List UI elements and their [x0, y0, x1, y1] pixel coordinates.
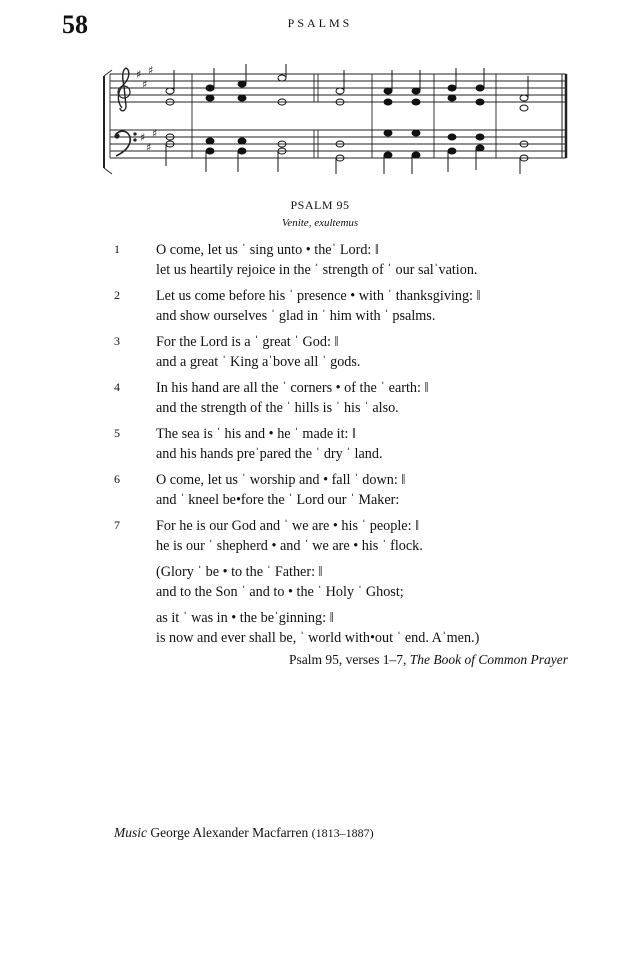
source-text: Psalm 95, verses 1–7,	[289, 652, 407, 667]
verse-3	[0, 334, 640, 380]
verse-5	[0, 426, 640, 472]
verse-line: For he is our God and ˈ we are • his ˈ people: ǁ	[156, 518, 420, 534]
verse-number: 4	[114, 380, 120, 394]
verse-line: For the Lord is a ˈ great ˈ God: ǁ	[156, 334, 339, 350]
doxology-part-1	[0, 564, 640, 610]
verse-line: and his hands preˈpared the ˈ dry ˈ land.	[156, 446, 383, 462]
music-credit	[114, 825, 374, 841]
verse-line: and ˈ kneel be•fore the ˈ Lord our ˈ Maker:	[156, 492, 400, 508]
verse-6	[0, 472, 640, 518]
music-score	[100, 64, 570, 176]
verse-number: 2	[114, 288, 120, 302]
verse-2	[0, 288, 640, 334]
verse-number: 7	[114, 518, 120, 532]
psalm-title: PSALM 95	[290, 198, 350, 212]
svg-text:♯: ♯	[152, 127, 158, 140]
psalm-text	[0, 242, 640, 656]
svg-text:♯: ♯	[146, 141, 152, 154]
doxology-line: and to the Son ˈ and to • the ˈ Holy ˈ Ghost;	[156, 584, 404, 600]
composer-name: George Alexander Macfarren	[150, 825, 309, 840]
verse-4	[0, 380, 640, 426]
source-citation	[289, 652, 568, 668]
doxology-line: (Glory ˈ be • to the ˈ Father: ǁ	[156, 564, 323, 580]
verse-7	[0, 518, 640, 564]
verse-line: and the strength of the ˈ hills is ˈ his ˈ also.	[156, 400, 399, 416]
verse-number: 5	[114, 426, 120, 440]
verse-line: and show ourselves ˈ glad in ˈ him with ˈ psalms.	[156, 308, 436, 324]
doxology-part-2	[0, 610, 640, 656]
source-book: The Book of Common Prayer	[409, 652, 568, 667]
verse-number: 3	[114, 334, 120, 348]
composer-dates: (1813–1887)	[311, 826, 374, 840]
verse-line: O come, let us ˈ worship and • fall ˈ down: ǁ	[156, 472, 406, 488]
verse-line: let us heartily rejoice in the ˈ strength of ˈ our salˈvation.	[156, 262, 478, 278]
psalm-subtitle: Venite, exultemus	[281, 217, 359, 229]
svg-text:♯: ♯	[140, 131, 146, 144]
doxology-line: is now and ever shall be, ˈ world with•out ˈ end. Aˈmen.)	[156, 630, 480, 646]
verse-line: and a great ˈ King aˈbove all ˈ gods.	[156, 354, 361, 370]
page-number: 58	[62, 10, 88, 39]
music-label: Music	[114, 825, 147, 840]
svg-text:♯: ♯	[136, 68, 142, 81]
svg-text:♯: ♯	[142, 78, 148, 91]
verse-number: 6	[114, 472, 120, 486]
verse-1	[0, 242, 640, 288]
running-head: PSALMS	[287, 16, 353, 30]
verse-line: The sea is ˈ his and • he ˈ made it: ǁ	[156, 426, 357, 442]
verse-line: In his hand are all the ˈ corners • of the ˈ earth: ǁ	[156, 380, 429, 396]
svg-text:♯: ♯	[148, 64, 154, 77]
verse-line: he is our ˈ shepherd • and ˈ we are • his ˈ flock.	[156, 538, 423, 554]
verse-number: 1	[114, 242, 120, 256]
verse-line: Let us come before his ˈ presence • with ˈ thanksgiving: ǁ	[156, 288, 481, 304]
verse-line: O come, let us ˈ sing unto • theˈ Lord: ǁ	[156, 242, 379, 258]
doxology-line: as it ˈ was in • the beˈginning: ǁ	[156, 610, 334, 626]
